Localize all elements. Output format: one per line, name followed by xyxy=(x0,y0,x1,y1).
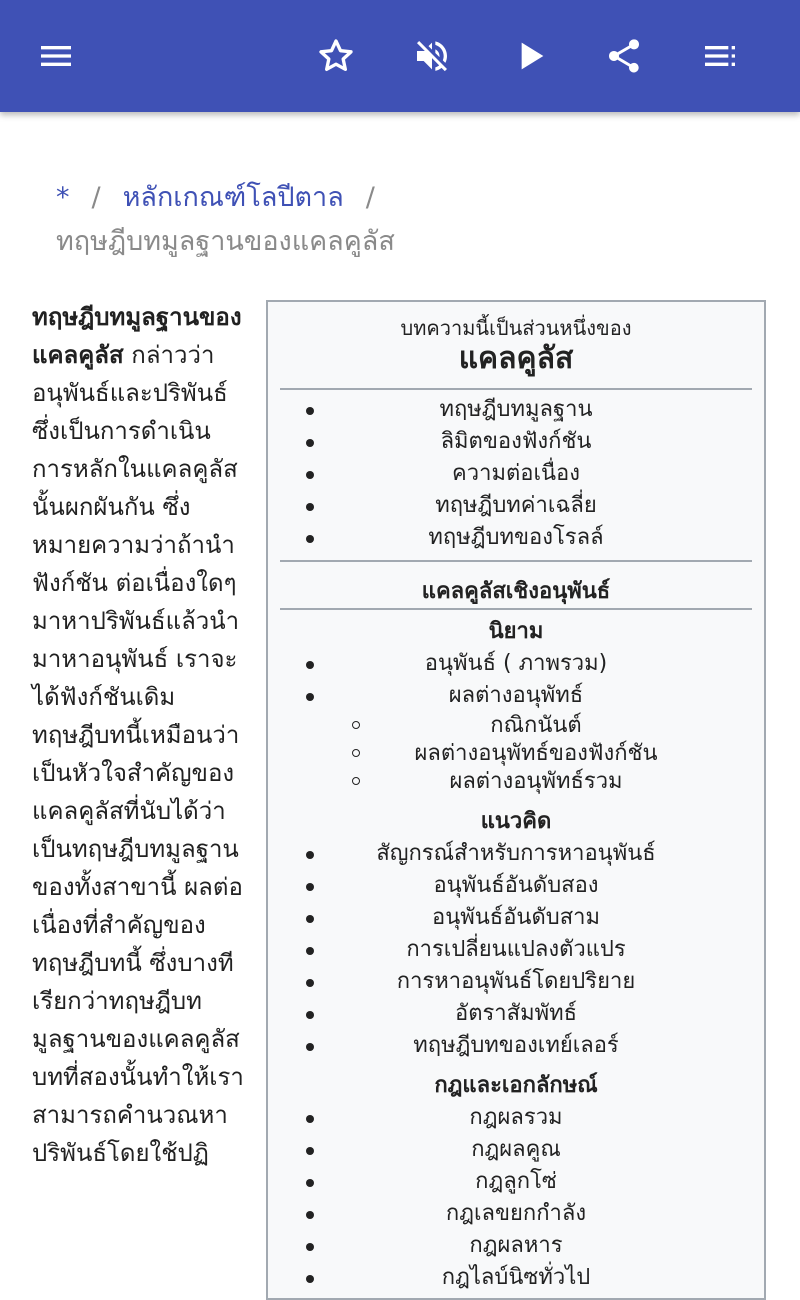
bullet-icon xyxy=(306,1011,314,1019)
infobox-top-list xyxy=(268,394,764,554)
infobox-link-label: กณิกนันต์ xyxy=(490,713,582,738)
article-intro xyxy=(32,298,250,1172)
infobox-link[interactable] xyxy=(268,966,764,998)
infobox-link-label: ผลต่างอนุพัทธ์ของฟังก์ชัน xyxy=(414,741,658,766)
bookmark-button[interactable] xyxy=(308,28,364,84)
bullet-icon xyxy=(306,851,314,859)
infobox-link[interactable] xyxy=(268,458,764,490)
breadcrumb-separator: / xyxy=(365,182,375,213)
bullet-icon xyxy=(306,661,314,669)
infobox-link-label: ทฤษฎีบทมูลฐาน xyxy=(439,397,593,422)
article-paragraph: กล่าวว่าอนุพันธ์และปริพันธ์ ซึ่งเป็นการดำเนินการหลักในแคลคูลัสนั้นผกผันกัน ซึ่งหมายความว่าถ้านำฟังก์ชัน ต่อเนื่องใดๆมาหาปริพันธ์แล้วนำมาหาอนุพันธ์ เราจะได้ฟังก์ชันเดิม ทฤษฎีบทนี้เหมือนว่าเป็นหัวใจสำคัญของแคลคูลัสที่นับได้ว่าเป็นทฤษฎีบทมูลฐานของทั้งสาขานี้ ผลต่อเนื่องที่สำคัญของทฤษฎีบทนี้ ซึ่งบางทีเรียกว่าทฤษฎีบทมูลฐานของแคลคูลัสบทที่สองนั้นทำให้เราสามารถคำนวณหาปริพันธ์โดยใช้ปฏิ xyxy=(32,341,244,1167)
infobox-link[interactable] xyxy=(268,1198,764,1230)
play-icon xyxy=(510,36,550,76)
bullet-icon xyxy=(306,503,314,511)
infobox-link-label: ลิมิตของฟังก์ชัน xyxy=(440,429,592,454)
infobox-link[interactable] xyxy=(268,998,764,1030)
bullet-icon xyxy=(306,693,314,701)
bullet-icon xyxy=(306,1243,314,1251)
infobox-link-label: ผลต่างอนุพัทธ์รวม xyxy=(449,769,623,794)
infobox-link-label: ความต่อเนื่อง xyxy=(452,461,580,486)
infobox-link-label: ผลต่างอนุพัทธ์ xyxy=(448,683,584,708)
infobox-link-label: อนุพันธ์อันดับสาม xyxy=(431,905,600,930)
infobox-link[interactable] xyxy=(268,648,764,680)
breadcrumb-parent-link[interactable]: หลักเกณฑ์โลปีตาล xyxy=(122,182,344,213)
infobox-link-label: อัตราสัมพัทธ์ xyxy=(454,1001,578,1026)
playlist-icon xyxy=(700,36,740,76)
volume-off-icon xyxy=(412,36,452,76)
infobox-link-label: กฎไลบ์นิซทั่วไป xyxy=(441,1265,591,1290)
article-term: ทฤษฎีบทมูลฐานของแคลคูลัส xyxy=(32,303,242,369)
divider xyxy=(280,560,752,562)
infobox-link-label: กฎผลหาร xyxy=(469,1233,563,1258)
infobox-link[interactable] xyxy=(268,426,764,458)
infobox-link-label: กฎเลขยกกำลัง xyxy=(445,1201,587,1226)
infobox-link[interactable] xyxy=(268,522,764,554)
infobox-link[interactable] xyxy=(268,1030,764,1062)
bullet-icon xyxy=(306,1115,314,1123)
breadcrumb-separator: / xyxy=(91,182,101,213)
divider xyxy=(280,608,752,610)
infobox-link[interactable] xyxy=(268,394,764,426)
bullet-icon xyxy=(306,535,314,543)
bullet-icon xyxy=(306,407,314,415)
menu-button[interactable] xyxy=(28,28,84,84)
infobox-link-label: ทฤษฎีบทของโรลล์ xyxy=(428,525,604,550)
rules-list xyxy=(268,1102,764,1294)
infobox-section-title[interactable]: แคลคูลัสเชิงอนุพันธ์ xyxy=(421,579,611,604)
infobox-link-label: อนุพันธ์ ( ภาพรวม) xyxy=(424,651,608,676)
app-bar xyxy=(0,0,800,112)
bullet-icon xyxy=(306,979,314,987)
infobox-sublink[interactable] xyxy=(268,740,764,768)
infobox-link[interactable] xyxy=(268,934,764,966)
circle-bullet-icon xyxy=(352,721,360,729)
breadcrumb-current: ทฤษฎีบทมูลฐานของแคลคูลัส xyxy=(56,226,395,257)
star-icon xyxy=(316,36,356,76)
menu-icon xyxy=(36,36,76,76)
infobox-title[interactable]: แคลคูลัส xyxy=(458,341,574,376)
infobox-link-label: สัญกรณ์สำหรับการหาอนุพันธ์ xyxy=(376,841,656,866)
infobox-link-label: กฎลูกโซ่ xyxy=(475,1169,557,1194)
bullet-icon xyxy=(306,1211,314,1219)
infobox-link-label: การเปลี่ยนแปลงตัวแปร xyxy=(406,937,626,962)
infobox-link[interactable] xyxy=(268,1134,764,1166)
bullet-icon xyxy=(306,471,314,479)
infobox xyxy=(266,300,766,1300)
infobox-link-label: กฎผลคูณ xyxy=(471,1137,561,1162)
rules-heading: กฎและเอกลักษณ์ xyxy=(434,1073,598,1098)
breadcrumb xyxy=(56,176,756,264)
bullet-icon xyxy=(306,915,314,923)
infobox-link[interactable] xyxy=(268,870,764,902)
circle-bullet-icon xyxy=(352,749,360,757)
infobox-sublink[interactable] xyxy=(268,712,764,740)
infobox-sublink[interactable] xyxy=(268,768,764,796)
circle-bullet-icon xyxy=(352,777,360,785)
bullet-icon xyxy=(306,883,314,891)
concepts-heading: แนวคิด xyxy=(480,809,552,834)
infobox-link[interactable] xyxy=(268,490,764,522)
definitions-list xyxy=(268,648,764,712)
contents-button[interactable] xyxy=(692,28,748,84)
bullet-icon xyxy=(306,1275,314,1283)
bullet-icon xyxy=(306,1043,314,1051)
infobox-link-label: อนุพันธ์อันดับสอง xyxy=(433,873,599,898)
share-button[interactable] xyxy=(596,28,652,84)
infobox-link[interactable] xyxy=(268,1166,764,1198)
infobox-link-label: กฎผลรวม xyxy=(469,1105,563,1130)
bullet-icon xyxy=(306,1147,314,1155)
bullet-icon xyxy=(306,439,314,447)
infobox-link[interactable] xyxy=(268,902,764,934)
infobox-link-label: ทฤษฎีบทค่าเฉลี่ย xyxy=(435,493,597,518)
breadcrumb-root-link[interactable]: * xyxy=(56,182,70,213)
infobox-link-label: ทฤษฎีบทของเทย์เลอร์ xyxy=(413,1033,619,1058)
share-icon xyxy=(604,36,644,76)
mute-button[interactable] xyxy=(404,28,460,84)
definitions-heading: นิยาม xyxy=(488,619,544,644)
infobox-link[interactable] xyxy=(268,1262,764,1294)
infobox-link[interactable] xyxy=(268,838,764,870)
divider xyxy=(280,388,752,390)
play-button[interactable] xyxy=(502,28,558,84)
infobox-above: บทความนี้เป็นส่วนหนึ่งของ xyxy=(400,316,632,340)
infobox-link-label: การหาอนุพันธ์โดยปริยาย xyxy=(396,969,636,994)
infobox-link[interactable] xyxy=(268,1102,764,1134)
infobox-link[interactable] xyxy=(268,680,764,712)
bullet-icon xyxy=(306,947,314,955)
bullet-icon xyxy=(306,1179,314,1187)
definitions-sublist xyxy=(268,712,764,796)
concepts-list xyxy=(268,838,764,1062)
infobox-link[interactable] xyxy=(268,1230,764,1262)
